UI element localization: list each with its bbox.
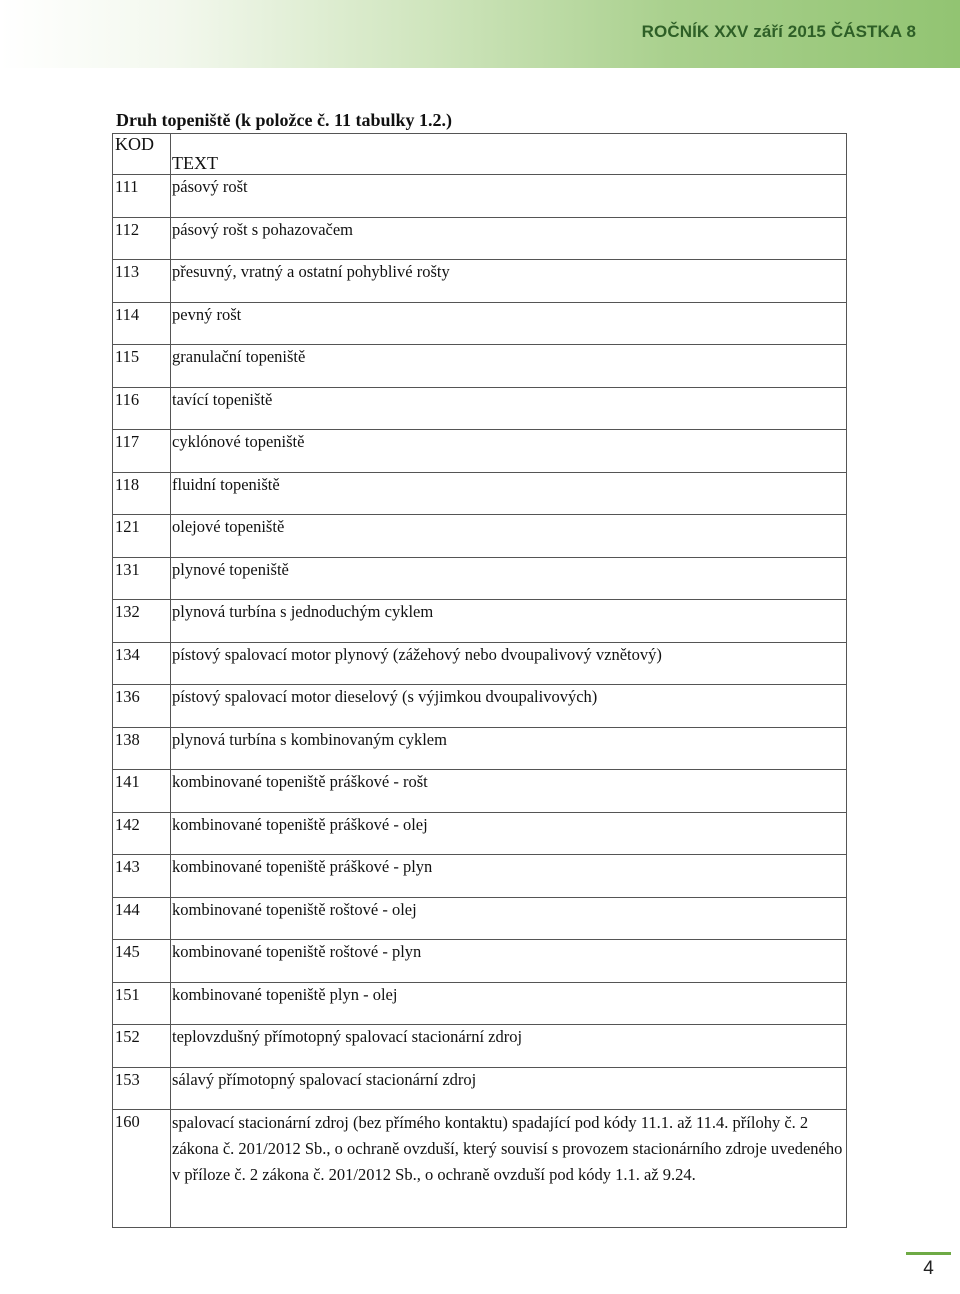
section-heading: Druh topeniště (k položce č. 11 tabulky 1.2.) [116,110,453,130]
table-row [113,727,847,770]
table-row [113,515,847,558]
row-text-cell: pístový spalovací motor plynový (zážehový nebo dvoupalivový vznětový) [171,642,847,685]
row-text-cell: kombinované topeniště roštové - olej [171,897,847,940]
page-number: 4 [923,1258,934,1279]
row-text-cell: pásový rošt [171,175,847,218]
row-text-cell: sálavý přímotopný spalovací stacionární zdroj [171,1067,847,1110]
row-text-cell: kombinované topeniště plyn - olej [171,982,847,1025]
row-text-cell: kombinované topeniště práškové - olej [171,812,847,855]
table-row [113,770,847,813]
row-code-cell: 142 [113,812,171,855]
row-code-cell: 114 [113,302,171,345]
table-row [113,557,847,600]
row-text-cell: plynová turbína s jednoduchým cyklem [171,600,847,643]
header-code-cell [113,134,171,175]
table-row [113,260,847,303]
row-code-cell: 141 [113,770,171,813]
row-code-cell: 143 [113,855,171,898]
table-row [113,685,847,728]
row-text-cell: tavící topeniště [171,387,847,430]
furnace-codes-table [112,133,847,1228]
row-text-cell: kombinované topeniště práškové - rošt [171,770,847,813]
row-text-cell: granulační topeniště [171,345,847,388]
row-code-cell: 131 [113,557,171,600]
table-row [113,1110,847,1228]
row-code-cell: 153 [113,1067,171,1110]
row-text-cell: pásový rošt s pohazovačem [171,217,847,260]
row-code-cell: 121 [113,515,171,558]
table-row [113,1025,847,1068]
table-row [113,387,847,430]
table-row [113,600,847,643]
row-code-cell: 134 [113,642,171,685]
row-code-cell: 151 [113,982,171,1025]
row-text-cell: kombinované topeniště roštové - plyn [171,940,847,983]
header-text-label: TEXT [171,134,847,175]
row-text-cell: přesuvný, vratný a ostatní pohyblivé rošty [171,260,847,303]
row-text-cell: cyklónové topeniště [171,430,847,473]
journal-issue-title: ROČNÍK XXV září 2015 ČÁSTKA 8 [641,22,916,41]
table-row [113,812,847,855]
table-row [113,217,847,260]
row-text-cell: spalovací stacionární zdroj (bez přímého kontaktu) spadající pod kódy 11.1. až 11.4. přílohy č. 2 zákona č. 201/2012 Sb., o ochraně ovzduší, který souvisí s provozem stacionárního zdroje uvedeného v příloze č. 2 zákona č. 201/2012 Sb., o ochraně ovzduší pod kódy 1.1. až 9.24. [171,1110,847,1228]
row-text-cell: pístový spalovací motor dieselový (s výjimkou dvoupalivových) [171,685,847,728]
row-code-cell: 132 [113,600,171,643]
row-text-cell: olejové topeniště [171,515,847,558]
table-row [113,472,847,515]
row-code-cell: 118 [113,472,171,515]
table-header-row [113,134,847,175]
table-row [113,302,847,345]
row-code-cell: 144 [113,897,171,940]
row-text-cell: fluidní topeniště [171,472,847,515]
row-code-cell: 115 [113,345,171,388]
row-code-cell: 116 [113,387,171,430]
row-text-cell: pevný rošt [171,302,847,345]
table-row [113,1067,847,1110]
table-row [113,982,847,1025]
row-code-cell: 136 [113,685,171,728]
table-row [113,430,847,473]
row-code-cell: 117 [113,430,171,473]
table-row [113,940,847,983]
row-text-cell: plynová turbína s kombinovaným cyklem [171,727,847,770]
row-code-cell: 138 [113,727,171,770]
table-row [113,897,847,940]
table-row [113,642,847,685]
row-text-cell: kombinované topeniště práškové - plyn [171,855,847,898]
row-text-cell: plynové topeniště [171,557,847,600]
row-code-cell: 111 [113,175,171,218]
table-row [113,175,847,218]
row-code-cell: 160 [113,1110,171,1228]
header-code-label: KOD [115,134,154,154]
table-row [113,345,847,388]
row-code-cell: 113 [113,260,171,303]
row-code-cell: 152 [113,1025,171,1068]
row-code-cell: 145 [113,940,171,983]
row-text-cell: teplovzdušný přímotopný spalovací stacionární zdroj [171,1025,847,1068]
row-code-cell: 112 [113,217,171,260]
table-row [113,855,847,898]
